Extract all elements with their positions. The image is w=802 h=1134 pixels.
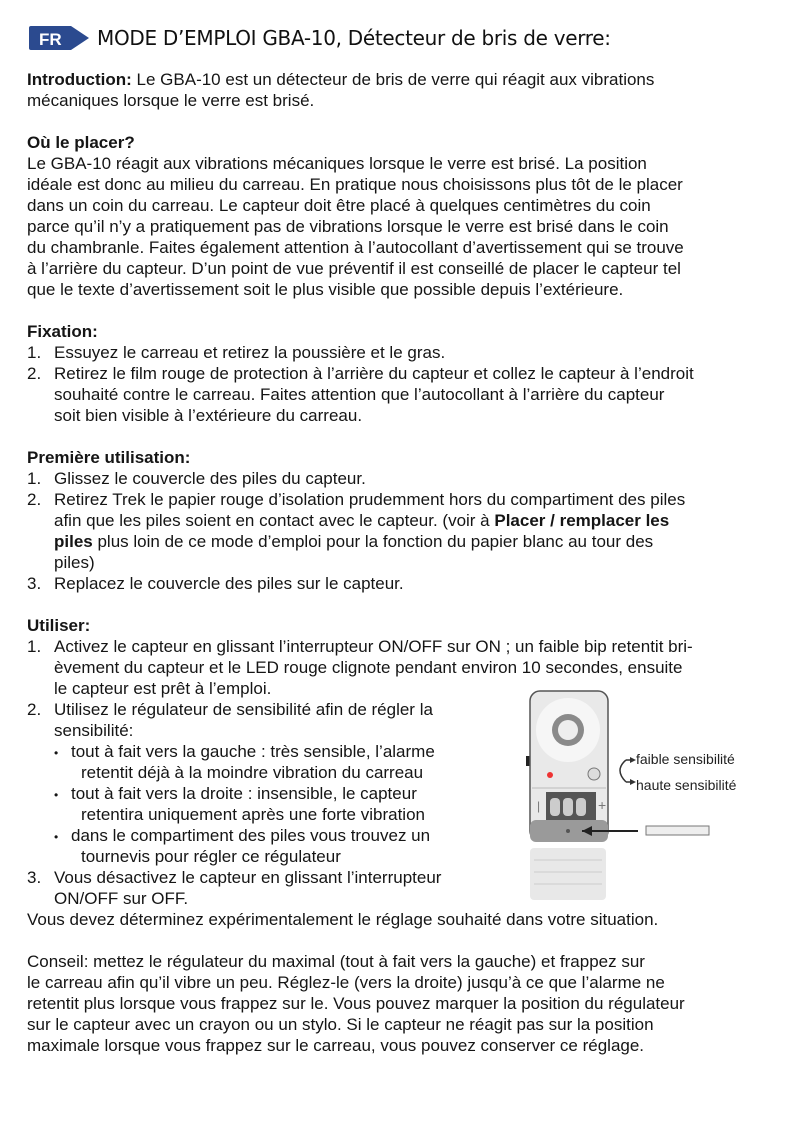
section-heading: Où le placer? (27, 133, 135, 152)
flag-label: FR (39, 30, 62, 49)
tip-line: sur le capteur avec un crayon ou un stylo. Si le capteur ne réagit pas sur la position (27, 1015, 654, 1034)
tip-line: retentit plus lorsque vous frappez sur le. Vous pouvez marquer la position du régulateur (27, 994, 685, 1013)
low-sensitivity-label: faible sensibilité (636, 751, 735, 767)
item-text: Replacez le couvercle des piles sur le capteur. (54, 574, 404, 593)
paragraph-line: du chambranle. Faites également attention à l’autocollant d’avertissement qui se trouve (27, 238, 684, 257)
intro-text: mécaniques lorsque le verre est brisé. (27, 91, 315, 110)
bullet-text: tout à fait vers la gauche : très sensible, l’alarme (71, 742, 435, 761)
tip-line: maximale lorsque vous frappez sur le carreau, vous pouvez conserver ce réglage. (27, 1036, 645, 1055)
paragraph-line: dans un coin du carreau. Le capteur doit être placé à quelques centimètres du coin (27, 196, 651, 215)
paragraph-line: que le texte d’avertissement soit le plus visible que possible depuis l’extérieure. (27, 280, 624, 299)
item-text: èvement du capteur et le LED rouge clignote pendant environ 10 secondes, ensuite (54, 658, 683, 677)
section-heading: Fixation: (27, 322, 98, 341)
intro-heading: Introduction: (27, 70, 132, 89)
bullet-text: retentit déjà à la moindre vibration du carreau (81, 763, 424, 782)
sensor-drawing (520, 688, 780, 908)
svg-text:+: + (598, 797, 607, 813)
paragraph-line: idéale est donc au milieu du carreau. En pratique nous choisissons plus tôt de le placer (27, 175, 683, 194)
fr-flag-icon (27, 24, 91, 52)
list-item (27, 573, 777, 594)
item-text: soit bien visible à l’extérieure du carreau. (54, 406, 363, 425)
page-title: MODE D’EMPLOI GBA-10, Détecteur de bris de verre: (97, 26, 611, 50)
tip-line: Conseil: mettez le régulateur du maximal (tout à fait vers la gauche) et frappez sur (27, 952, 645, 971)
tip-line: le carreau afin qu’il vibre un peu. Réglez-le (vers la droite) jusqu’à ce que l’alarme ne (27, 973, 665, 992)
item-number: 2. (27, 364, 42, 383)
intro-line (27, 69, 777, 90)
item-number: 1. (27, 343, 42, 362)
item-text: le capteur est prêt à l’emploi. (54, 679, 272, 698)
list-item (27, 468, 777, 489)
item-number: 2. (27, 490, 42, 509)
list-item (27, 342, 777, 363)
document-header (27, 22, 611, 54)
item-number: 1. (27, 469, 42, 488)
item-text: Retirez le film rouge de protection à l’arrière du capteur et collez le capteur à l’endroit (54, 364, 694, 383)
item-text (27, 531, 777, 552)
bullet-item: • dans le compartiment des piles vous trouvez un (54, 826, 431, 845)
paragraph-line: parce qu’il n’y a pratiquement pas de vibrations lorsque le verre est brisé dans le coin (27, 217, 669, 236)
item-text: ON/OFF sur OFF. (54, 889, 189, 908)
paragraph-line: Vous devez déterminez expérimentalement le réglage souhaité dans votre situation. (27, 910, 659, 929)
sensor-illustration (520, 688, 780, 908)
section-heading: Utiliser: (27, 616, 91, 635)
list-item (27, 636, 777, 657)
item-number: 2. (27, 700, 42, 719)
paragraph-line: à l’arrière du capteur. D’un point de vue préventif il est conseillé de placer le capteur tel (27, 259, 681, 278)
intro-text: Le GBA-10 est un détecteur de bris de verre qui réagit aux vibrations (131, 70, 655, 89)
bullet-text: retentira uniquement après une forte vibration (81, 805, 425, 824)
bullet-item: • tout à fait vers la droite : insensible, le capteur (54, 784, 417, 803)
paragraph-line: Le GBA-10 réagit aux vibrations mécaniques lorsque le verre est brisé. La position (27, 154, 647, 173)
high-sensitivity-label: haute sensibilité (636, 777, 737, 793)
item-text: Glissez le couvercle des piles du capteur. (54, 469, 366, 488)
item-number: 3. (27, 868, 42, 887)
item-text: Utilisez le régulateur de sensibilité afin de régler la (54, 700, 433, 719)
bullet-text: dans le compartiment des piles vous trouvez un (71, 826, 431, 845)
item-text: afin que les piles soient en contact avec le capteur. (voir à (54, 511, 495, 530)
bullet-item: • tout à fait vers la gauche : très sensible, l’alarme (54, 742, 435, 761)
item-text: Retirez Trek le papier rouge d’isolation prudemment hors du compartiment des piles (54, 490, 686, 509)
item-text: Activez le capteur en glissant l’interrupteur ON/OFF sur ON ; un faible bip retentit bri- (54, 637, 693, 656)
bullet-text: tournevis pour régler ce régulateur (81, 847, 341, 866)
bullet-text: tout à fait vers la droite : insensible, le capteur (71, 784, 417, 803)
item-text: piles) (54, 553, 95, 572)
cross-reference: Placer / remplacer les (494, 511, 670, 530)
item-text: souhaité contre le carreau. Faites attention que l’autocollant à l’arrière du capteur (54, 385, 665, 404)
item-text: Vous désactivez le capteur en glissant l’interrupteur (54, 868, 442, 887)
item-text: plus loin de ce mode d’emploi pour la fonction du papier blanc au tour des (92, 532, 654, 551)
item-text: sensibilité: (54, 721, 134, 740)
cross-reference: piles (54, 532, 93, 551)
list-item (27, 489, 777, 510)
item-number: 1. (27, 637, 42, 656)
item-number: 3. (27, 574, 42, 593)
section-heading: Première utilisation: (27, 448, 191, 467)
item-text (27, 510, 777, 531)
list-item (27, 363, 777, 384)
svg-text:|: | (537, 799, 541, 813)
item-text: Essuyez le carreau et retirez la poussière et le gras. (54, 343, 446, 362)
